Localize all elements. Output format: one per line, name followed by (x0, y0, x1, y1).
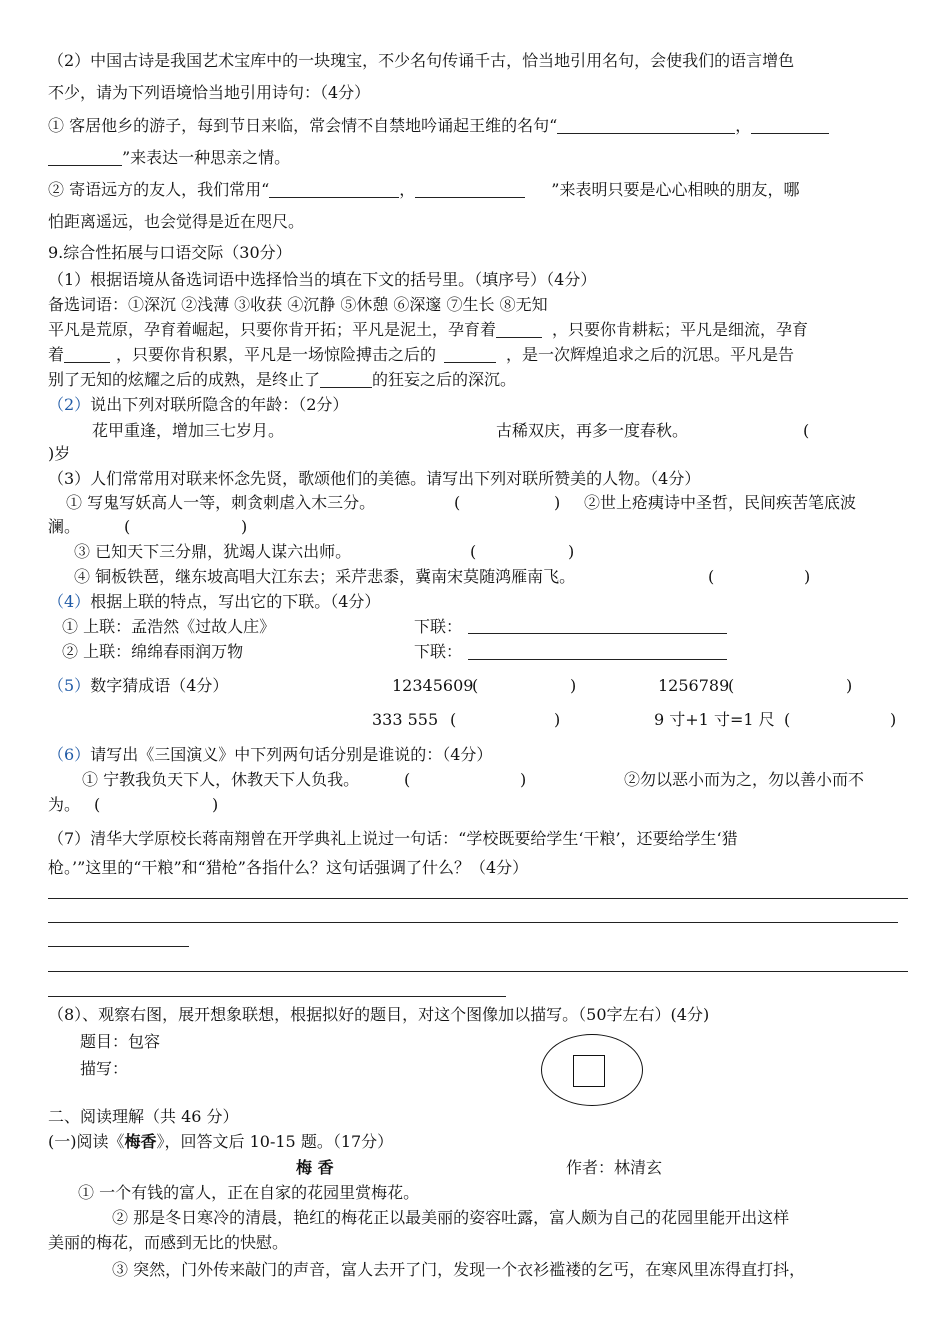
paren-open[interactable]: ( (784, 710, 791, 729)
answer-blank[interactable] (496, 319, 542, 338)
paren-open[interactable]: ( (94, 795, 101, 814)
q9-2-line (48, 392, 906, 418)
section2-sub (48, 1129, 906, 1155)
q9-6-line (48, 742, 906, 768)
q9-3-row2 (48, 514, 906, 540)
q9-6-text: 请写出《三国演义》中下列两句话分别是谁说的：（4分） (90, 745, 493, 764)
number-puzzle-1: 12345609 (392, 676, 474, 695)
answer-line[interactable] (48, 898, 908, 899)
paren-open[interactable]: ( (472, 676, 479, 695)
q9-4-line (48, 589, 906, 615)
paren-close: ) (568, 542, 575, 561)
paren-close: ) (570, 676, 577, 695)
q8-2-item1-end: ”来表达一种思亲之情。 (122, 148, 291, 167)
paren-close: ) (554, 493, 561, 512)
paren-open[interactable]: ( (470, 542, 477, 561)
sub-heading-b: 》，回答文后 10-15 题。（17分） (156, 1132, 394, 1151)
couplet-1: 花甲重逢，增加三七岁月。 (92, 421, 285, 440)
answer-blank[interactable] (320, 369, 372, 388)
para-2-cont: 美丽的梅花，而感到无比的快慰。 (48, 1233, 289, 1252)
section2-heading: 二、阅读理解（共 46 分） (48, 1107, 239, 1126)
q9-8-title: 题目：包容 (80, 1032, 161, 1051)
paren-open[interactable]: ( (404, 770, 411, 789)
q8-2-line1: （2）中国古诗是我国艺术宝库中的一块瑰宝，不少名句传诵千古，恰当地引用名句，会使我们的语言增色 (48, 51, 795, 70)
answer-line[interactable] (48, 922, 898, 923)
answer-blank[interactable] (415, 179, 525, 198)
number-puzzle-2: 1256789 (658, 676, 730, 695)
age-paren-open[interactable]: ( (803, 421, 810, 440)
q9-1-text2b: ，只要你肯积累，平凡是一场惊险搏击之后的 (116, 345, 437, 364)
quote-2-cont: 为。 (48, 795, 81, 814)
q8-2-item1-comma: ， (735, 116, 752, 135)
q8-2-item2-cont: 怕距离遥远，也会觉得是近在咫尺。 (48, 212, 305, 231)
paren-close: ) (890, 710, 897, 729)
number-puzzle-4: 9 寸+1 寸=1 尺 (654, 710, 775, 729)
answer-line[interactable] (468, 633, 727, 634)
q9-1-text1 (48, 317, 906, 343)
number-puzzle-3: 333 555 (372, 710, 439, 729)
q9-1-text2a: 着 (48, 345, 65, 364)
answer-line[interactable] (48, 946, 189, 947)
answer-line[interactable] (48, 971, 908, 972)
q9-1-text2c: ，是一次辉煌追求之后的沉思。平凡是告 (506, 345, 795, 364)
q8-2-item1-cont (48, 145, 906, 171)
q9-5-label: （5） (48, 676, 91, 695)
para-3: ③ 突然，门外传来敲门的声音，富人去开了门，发现一个衣衫褴褛的乞丐，在寒风里冻得直打抖， (112, 1260, 806, 1279)
q9-5-text: 数字猜成语（4分） (90, 676, 229, 695)
q9-2-label: （2） (48, 395, 91, 414)
square-figure (573, 1055, 605, 1087)
q9-7-line1: （7）清华大学原校长蒋南翔曾在开学典礼上说过一句话：“学校既要给学生‘干粮’，还要给学生‘猎 (48, 829, 738, 848)
sub-heading-a: (一)阅读《 (48, 1132, 125, 1151)
quote-2: ②勿以恶小而为之，勿以善小而不 (624, 770, 865, 789)
q9-1-options: 备选词语：①深沉 ②浅薄 ③收获 ④沉静 ⑤休憩 ⑥深邃 ⑦生长 ⑧无知 (48, 295, 548, 314)
q9-3-item2: ②世上疮痍诗中圣哲，民间疾苦笔底波 (584, 493, 857, 512)
para-1: ① 一个有钱的富人，正在自家的花园里赏梅花。 (78, 1183, 420, 1202)
q9-6-label: （6） (48, 745, 91, 764)
q8-2-item2-text: ② 寄语远方的友人，我们常用“ (48, 180, 270, 199)
article-title: 梅 香 (296, 1158, 334, 1177)
answer-blank[interactable] (48, 147, 122, 166)
paren-close: ) (846, 676, 853, 695)
q9-1-text3b: 的狂妄之后的深沉。 (372, 370, 517, 389)
couplet-2: 古稀双庆，再多一度春秋。 (496, 421, 689, 440)
upper-couplet-2: ② 上联：绵绵春雨润万物 (62, 642, 244, 661)
para-2: ② 那是冬日寒冷的清晨，艳红的梅花正以最美丽的姿容吐露，富人颇为自己的花园里能开出这样 (112, 1208, 790, 1227)
q9-8-line1: （8）、观察右图，展开想象联想，根据拟好的题目，对这个图像加以描写。（50字左右）(4分) (48, 1005, 710, 1024)
q9-3-line1: （3）人们常常用对联来怀念先贤，歌颂他们的美德。请写出下列对联所赞美的人物。（4分） (48, 469, 701, 488)
answer-blank[interactable] (64, 344, 110, 363)
q9-1-text1b: ，只要你肯耕耘；平凡是细流，孕育 (552, 320, 809, 339)
q9-8-desc-label: 描写： (80, 1059, 129, 1078)
paren-open[interactable]: ( (124, 517, 131, 536)
q8-2-item1 (48, 113, 906, 139)
q9-heading: 9.综合性拓展与口语交际（30分） (48, 243, 292, 262)
lower-label: 下联： (414, 617, 463, 636)
q9-7-line2: 枪。’”这里的“干粮”和“猎枪”各指什么？这句话强调了什么？（4分） (48, 858, 529, 877)
sub-heading-title: 梅香 (124, 1132, 157, 1151)
q9-3-item1: ① 写鬼写妖高人一等，刺贪刺虐入木三分。 (66, 493, 376, 512)
q9-4-label: （4） (48, 592, 91, 611)
q9-2-close: )岁 (48, 444, 71, 463)
paren-open[interactable]: ( (708, 567, 715, 586)
lower-label: 下联： (414, 642, 463, 661)
q9-4-text: 根据上联的特点，写出它的下联。（4分） (90, 592, 381, 611)
q9-3-item3: ③ 已知天下三分鼎，犹竭人谋六出师。 (74, 542, 352, 561)
upper-couplet-1: ① 上联：孟浩然《过故人庄》 (62, 617, 276, 636)
q9-1-text3a: 别了无知的炫耀之后的成熟，是终止了 (48, 370, 321, 389)
q8-2-item2-end: ”来表明只要是心心相映的朋友，哪 (551, 180, 800, 199)
q9-1-text2 (48, 342, 906, 368)
quote-1: ① 宁教我负天下人，休教天下人负我。 (82, 770, 360, 789)
q9-1-line1: （1）根据语境从备选词语中选择恰当的填在下文的括号里。（填序号）（4分） (48, 270, 597, 289)
q9-3-item2-cont: 澜。 (48, 517, 81, 536)
q8-2-item2-comma: ， (399, 180, 416, 199)
answer-blank[interactable] (751, 115, 829, 134)
paren-open[interactable]: ( (454, 493, 461, 512)
q9-3-item4: ④ 铜板铁琶，继东坡高唱大江东去；采芹悲黍，冀南宋莫随鸿雁南飞。 (74, 567, 576, 586)
q8-2-line2: 不少，请为下列语境恰当地引用诗句：（4分） (48, 83, 371, 102)
q9-1-text1a: 平凡是荒原，孕育着崛起，只要你肯开拓；平凡是泥土，孕育着 (48, 320, 497, 339)
q9-2-text: 说出下列对联所隐含的年龄：（2分） (90, 395, 349, 414)
answer-blank[interactable] (444, 344, 496, 363)
q9-5-row1 (48, 673, 906, 699)
answer-blank[interactable] (557, 115, 735, 134)
article-author: 作者：林清玄 (566, 1158, 663, 1177)
paren-close: ) (554, 710, 561, 729)
q9-6-row2 (48, 792, 906, 818)
paren-close: ) (520, 770, 527, 789)
paren-close: ) (212, 795, 219, 814)
paren-open[interactable]: ( (728, 676, 735, 695)
paren-close: ) (241, 517, 248, 536)
paren-close: ) (804, 567, 811, 586)
q8-2-item2 (48, 177, 906, 203)
answer-line[interactable] (468, 659, 727, 660)
q9-1-text3 (48, 367, 906, 393)
paren-open[interactable]: ( (450, 710, 457, 729)
answer-blank[interactable] (269, 179, 399, 198)
answer-line[interactable] (48, 996, 506, 997)
q8-2-item1-text: ① 客居他乡的游子，每到节日来临，常会情不自禁地吟诵起王维的名句“ (48, 116, 558, 135)
